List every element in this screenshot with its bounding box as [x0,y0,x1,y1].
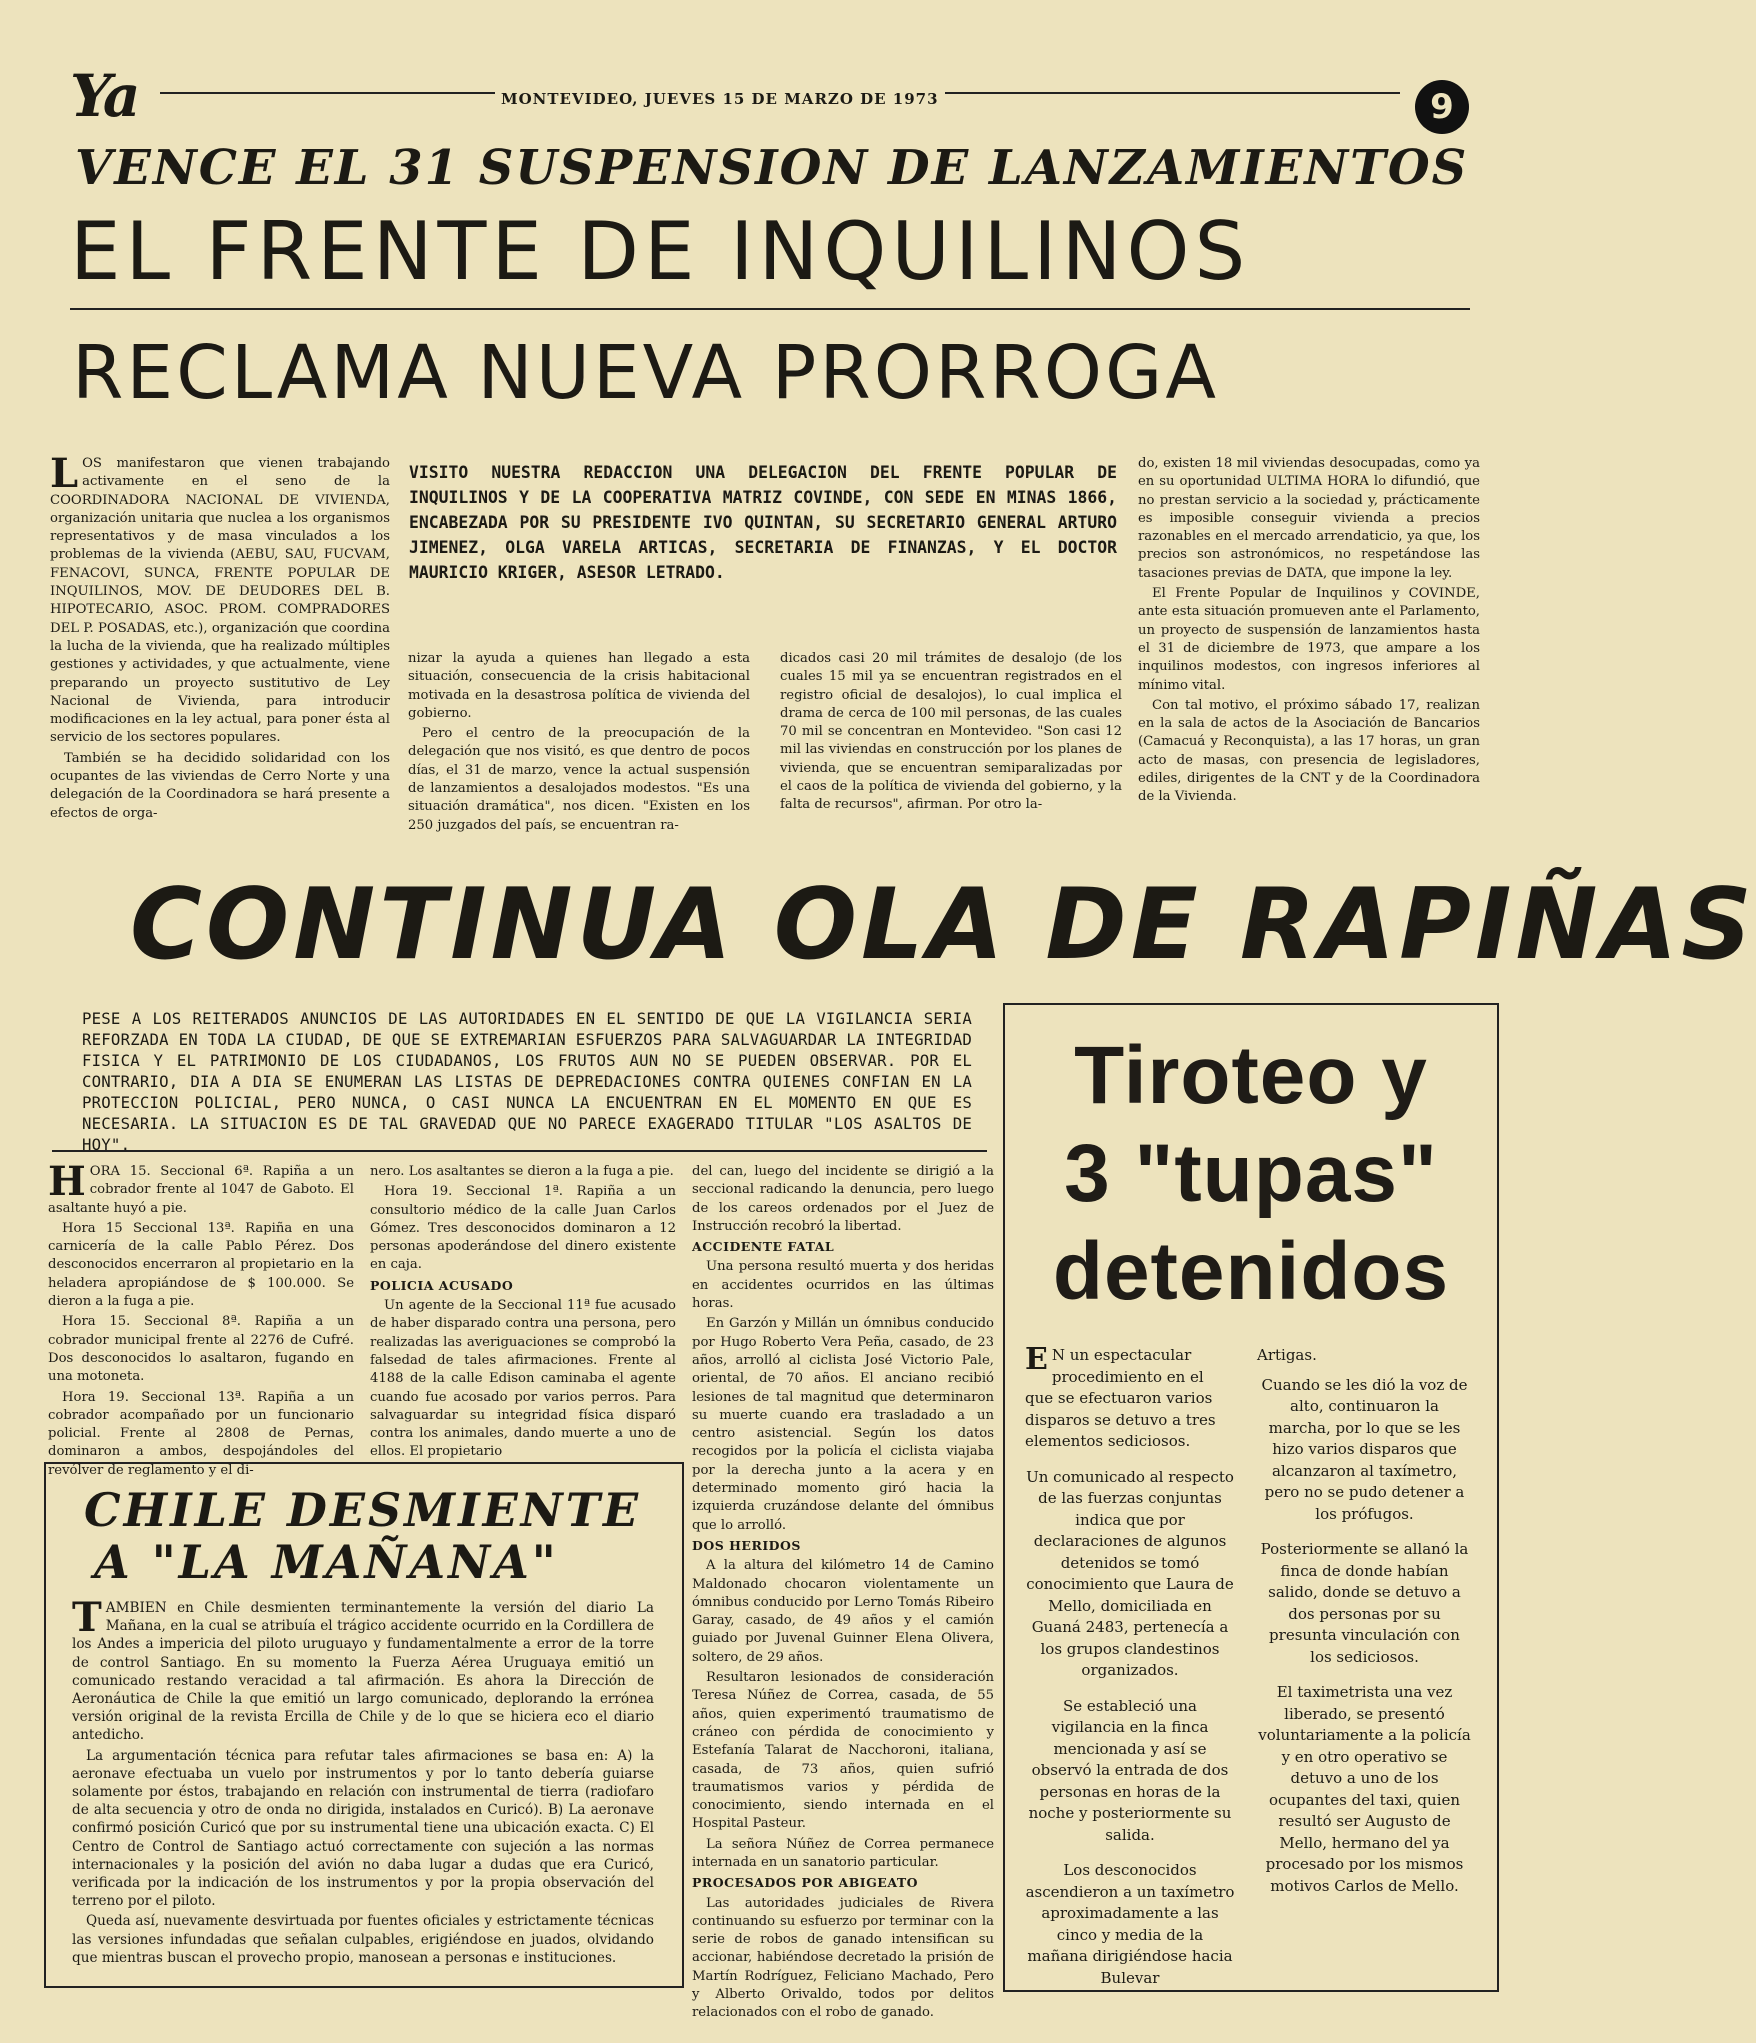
inquilinos-column-3 [780,650,1122,845]
tiroteo-column-2 [1257,1345,1472,1975]
paragraph: La argumentación técnica para refutar tales afirmaciones se basa en: A) la aeronave efectuaba un vuelo por instrumentos y por lo tanto debería guiarse solamente por éstos, trabajando en relación con instrumental de tierra (radiofaro de alta secuencia y otro de onda no dirigida, instalados en Curicó). B) La aeronave confirmó posición Curicó que por su instrumental tiene una ubicación exacta. C) El Centro de Control de Santiago actuó correctamente con sujeción a las normas internacionales y la posición del avión no daba lugar a dudas que era Curicó, verificada por la indicación de los instrumentos y por la propia observación del terreno por el piloto. [72,1747,654,1910]
paragraph: El Frente Popular de Inquilinos y COVINDE, ante esta situación promueven ante el Parlamento, un proyecto de suspensión de lanzamientos hasta el 31 de diciembre de 1973, que ampare a los inquilinos modestos, con ingresos inferiores al mínimo vital. [1138,586,1480,693]
inquilinos-headline-1: EL FRENTE DE INQUILINOS [70,205,1251,298]
paragraph: ORA 15. Seccional 6ª. Rapiña a un cobrador frente al 1047 de Gaboto. El asaltante huyó a pie. [48,1164,354,1216]
headline-rule [70,308,1470,310]
paragraph: A la altura del kilómetro 14 de Camino Maldonado chocaron violentamente un ómnibus conducido por Lerno Tomás Ribeiro Garay, casado, de 49 años y el camión guiado por Juvenal Guinner Elena Olivera, soltero, de 29 años. [692,1558,994,1665]
section-rule [52,1150,987,1152]
rapinas-column-1 [48,1158,354,1478]
paragraph: do, existen 18 mil viviendas desocupadas, como ya en su oportunidad ULTIMA HORA lo difundió, que no prestan servicio a la sociedad y, prácticamente es imposible conseguir vivienda a precios razonables en el mercado arrendaticio, ya que, los precios son astronómicos, no respetándose las tasaciones previas de DATA, que impone la ley. [1138,456,1480,581]
chile-headline-2: A "LA MAÑANA" [94,1535,559,1589]
page-number: 9 [1415,80,1469,134]
inquilinos-lede: VISITO NUESTRA REDACCION UNA DELEGACION DEL FRENTE POPULAR DE INQUILINOS Y DE LA COOPERATIVA MATRIZ COVINDE, CON SEDE EN MINAS 1866, ENCABEZADA POR SU PRESIDENTE IVO QUINTAN, SU SECRETARIO GENERAL ARTURO JIMENEZ, OLGA VARELA ARTICAS, SECRETARIA DE FINANZAS, Y EL DOCTOR MAURICIO KRIGER, ASESOR LETRADO. [409,463,1117,582]
inquilinos-column-1 [50,450,390,840]
rapinas-headline: CONTINUA OLA DE RAPIÑAS [130,868,1756,982]
inquilinos-lede-box [405,452,1121,638]
paragraph: En Garzón y Millán un ómnibus conducido por Hugo Roberto Vera Peña, casado, de 23 años, arrolló al ciclista José Victorio Pale, oriental, de 70 años. El anciano recibió lesiones de tal magnitud que determinaron su muerte cuando era trasladado a un centro asistencial. Según los datos recogidos por la policía el ciclista viajaba por la derecha junto a la acera y en determinado momento giró hacia la izquierda cruzándose delante del ómnibus que lo arrolló. [692,1316,994,1533]
paragraph: Una persona resultó muerta y dos heridas en accidentes ocurridos en las últimas horas. [692,1259,994,1312]
rapinas-column-3 [692,1163,994,2021]
paragraph: nero. Los asaltantes se dieron a la fuga a pie. [370,1164,674,1179]
paragraph: Un agente de la Seccional 11ª fue acusado de haber disparado contra una persona, pero realizadas las averiguaciones se comprobó la falsedad de tales afirmaciones. Frente al 4188 de la calle Edison caminaba el agente cuando fue acosado por varios perros. Para salvaguardar su integridad física disparó contra los animales, dando muerte a uno de ellos. El propietario [370,1298,676,1460]
chile-headline-1: CHILE DESMIENTE [84,1483,642,1537]
paragraph: nizar la ayuda a quienes han llegado a esta situación, consecuencia de la crisis habitacional motivada en la desastrosa política de vivienda del gobierno. [408,651,750,721]
newspaper-logo: Ya [70,62,137,130]
paragraph: Hora 19. Seccional 1ª. Rapiña a un consultorio médico de la calle Juan Carlos Gómez. Tres desconocidos dominaron a 12 personas apoderándose del dinero existente en caja. [370,1184,676,1273]
tiroteo-headline-1: Tiroteo y [1074,1030,1428,1121]
paragraph: del can, luego del incidente se dirigió a la seccional radicando la denuncia, pero luego de los careos ordenados por el Juez de Instrucción recobró la libertad. [692,1164,994,1234]
tiroteo-headline-2: 3 "tupas" [1064,1128,1438,1219]
paragraph: También se ha decidido solidaridad con los ocupantes de las viviendas de Cerro Norte y una delegación de la Coordinadora se hará presente a efectos de orga- [50,750,390,821]
paragraph: Pero el centro de la preocupación de la delegación que nos visitó, es que dentro de pocos días, el 31 de marzo, vence la actual suspensión de lanzamientos a desalojados modestos. "Es una situación dramática", nos dicen. "Existen en los 250 juzgados del país, se encuentran ra- [408,726,750,833]
subhead: DOS HERIDOS [692,1537,801,1553]
rapinas-column-2 [370,1163,676,1460]
subhead: PROCESADOS POR ABIGEATO [692,1875,919,1891]
tiroteo-story-box [1003,1003,1499,1992]
paragraph: OS manifestaron que vienen trabajando activamente en el seno de la COORDINADORA NACIONAL DE VIVIENDA, organización unitaria que nuclea a los organismos representativos y de masa vinculados a los problemas de la vivienda (AEBU, SAU, FUCVAM, FENACOVI, SUNCA, FRENTE POPULAR DE INQUILINOS, MOV. DE DEUDORES DEL B. HIPOTECARIO, ASOC. PROM. COMPRADORES DEL P. POSADAS, etc.), organización que coordina la lucha de la vivienda, que ha realizado múltiples gestiones y actividades, y que actualmente, viene preparando un proyecto sustitutivo de Ley Nacional de Vivienda, para introducir modificaciones en la ley actual, para poner ésta al servicio de los sectores populares. [50,456,390,746]
dropcap: E [1025,1342,1048,1377]
paragraph: Queda así, nuevamente desvirtuada por fuentes oficiales y estrictamente técnicas las versiones infundadas que señalan culpables, erigiéndose en juados, olvidando que mientras buscan el provecho propio, manosean a personas e instituciones. [72,1913,654,1966]
paragraph: Artigas. [1257,1346,1317,1364]
inquilinos-column-2 [408,650,750,845]
dropcap: H [48,1158,86,1205]
paragraph: Posteriormente se allanó la finca de donde habían salido, donde se detuvo a dos personas por su presunta vinculación con los sediciosos. [1260,1540,1469,1666]
paragraph: Hora 19. Seccional 13ª. Rapiña a un cobrador acompañado por un funcionario policial. Frente al 2808 de Pernas, dominaron a ambos, despojándoles del revólver de reglamento y el di- [48,1389,354,1478]
dropcap: L [50,450,79,497]
tiroteo-column-1 [1025,1342,1235,1987]
paragraph: El taximetrista una vez liberado, se presentó voluntariamente a la policía y en otro operativo se detuvo a uno de los ocupantes del taxi, quien resultó ser Augusto de Mello, hermano del ya procesado por los mismos motivos Carlos de Mello. [1258,1683,1471,1895]
paragraph: Cuando se les dió la voz de alto, continuaron la marcha, por lo que se les hizo varios disparos que alcanzaron al taxímetro, pero no se pudo detener a los prófugos. [1261,1375,1468,1523]
paragraph: Hora 15. Seccional 8ª. Rapiña a un cobrador municipal frente al 2276 de Cufré. Dos desconocidos lo asaltaron, fugando en una motoneta. [48,1314,354,1385]
paragraph: Con tal motivo, el próximo sábado 17, realizan en la sala de actos de la Asociación de Bancarios (Camacuá y Reconquista), a las 17 horas, un gran acto de masas, con presencia de legisladores, ediles, dirigentes de la CNT y de la Coordinadora de la Vivienda. [1138,697,1480,805]
chile-story-box [44,1462,684,1988]
paragraph: Hora 15 Seccional 13ª. Rapiña en una carnicería de la calle Pablo Pérez. Dos desconocidos encerraron al propietario en la heladera apropiándose de $ 100.000. Se dieron a la fuga a pie. [48,1220,354,1310]
paragraph: La señora Núñez de Correa permanece internada en un sanatorio particular. [692,1836,994,1870]
subhead: ACCIDENTE FATAL [692,1239,835,1255]
paragraph: Se estableció una vigilancia en la finca mencionada y así se observó la entrada de dos personas en horas de la noche y posteriormente su salida. [1028,1696,1232,1844]
inquilinos-kicker: VENCE EL 31 SUSPENSION DE LANZAMIENTOS [75,140,1469,196]
inquilinos-headline-2: RECLAMA NUEVA PRORROGA [72,330,1220,416]
paragraph: AMBIEN en Chile desmienten terminantemente la versión del diario La Mañana, en la cual se atribuía el trágico accidente ocurrido en la Cordillera de los Andes a impericia del piloto uruguayo y fundamentalmente a error de la torre de control Santiago. En su momento la Fuerza Aérea Uruguaya emitió un comunicado restando veracidad a tal afirmación. Es ahora la Dirección de Aeronáutica de Chile la que emitió un largo comunicado, deplorando la errónea versión original de la revista Ercilla de Chile y de lo que se hiciera eco el diario antedicho. [72,1600,654,1744]
rapinas-lede: PESE A LOS REITERADOS ANUNCIOS DE LAS AUTORIDADES EN EL SENTIDO DE QUE LA VIGILANCIA SERIA REFORZADA EN TODA LA CIUDAD, DE QUE SE EXTREMARIAN ESFUERZOS PARA SALVAGUARDAR LA INTEGRIDAD FISICA Y EL PATRIMONIO DE LOS CIUDADANOS, LOS FRUTOS AUN NO SE PUEDEN OBSERVAR. POR EL CONTRARIO, DIA A DIA SE ENUMERAN LAS LISTAS DE DEPREDACIONES CONTRA QUIENES CONFIAN EN LA PROTECCION POLICIAL, PERO NUNCA, O CASI NUNCA LA ENCUENTRAN EN EL MOMENTO EN QUE ES NECESARIA. LA SITUACION ES DE TAL GRAVEDAD QUE NO PARECE EXAGERADO TITULAR "LOS ASALTOS DE HOY". [82,1009,972,1154]
tiroteo-headline-3: detenidos [1052,1226,1450,1317]
paragraph: Resultaron lesionados de consideración Teresa Núñez de Correa, casada, de 55 años, quien experimentó traumatismo de cráneo con pérdida de conocimiento y Estefanía Talarat de Nacchoroni, italiana, casada, de 73 años, quien sufrió traumatismos varios y pérdida de conocimiento, siendo internada en el Hospital Pasteur. [692,1670,994,1832]
paragraph: Los desconocidos ascendieron a un taxímetro aproximadamente a las cinco y media de la mañana dirigiéndose hacia Bulevar [1025,1861,1235,1987]
paragraph: dicados casi 20 mil trámites de desalojo (de los cuales 15 mil ya se encuentran registrados en el registro oficial de desalojos), lo cual implica el drama de cerca de 100 mil personas, de las cuales 70 mil se concentran en Montevideo. "Son casi 12 mil las viviendas en construcción por los planes de vivienda, que se encuentran semiparalizadas por el caos de la política de vivienda del gobierno, y la falta de recursos", afirman. Por otro la- [780,651,1122,813]
dropcap: T [72,1594,102,1641]
inquilinos-column-4 [1138,455,1480,845]
paragraph: Las autoridades judiciales de Rivera continuando su esfuerzo por terminar con la serie de robos de ganado intensifican su accionar, habiéndose decretado la prisión de Martín Rodríguez, Feliciano Machado, Pero y Alberto Orivaldo, todos por delitos relacionados con el robo de ganado. [692,1895,994,2021]
paragraph: Un comunicado al respecto de las fuerzas conjuntas indica que por declaraciones de algunos detenidos se tomó conocimiento que Laura de Mello, domiciliada en Guaná 2483, pertenecía a los grupos clandestinos organizados. [1026,1467,1234,1679]
dateline: MONTEVIDEO, JUEVES 15 DE MARZO DE 1973 [495,90,945,108]
paragraph: N un espectacular procedimiento en el que se efectuaron varios disparos se detuvo a tres elementos sediciosos. [1025,1346,1216,1450]
subhead: POLICIA ACUSADO [370,1277,514,1293]
chile-body [72,1594,654,1977]
